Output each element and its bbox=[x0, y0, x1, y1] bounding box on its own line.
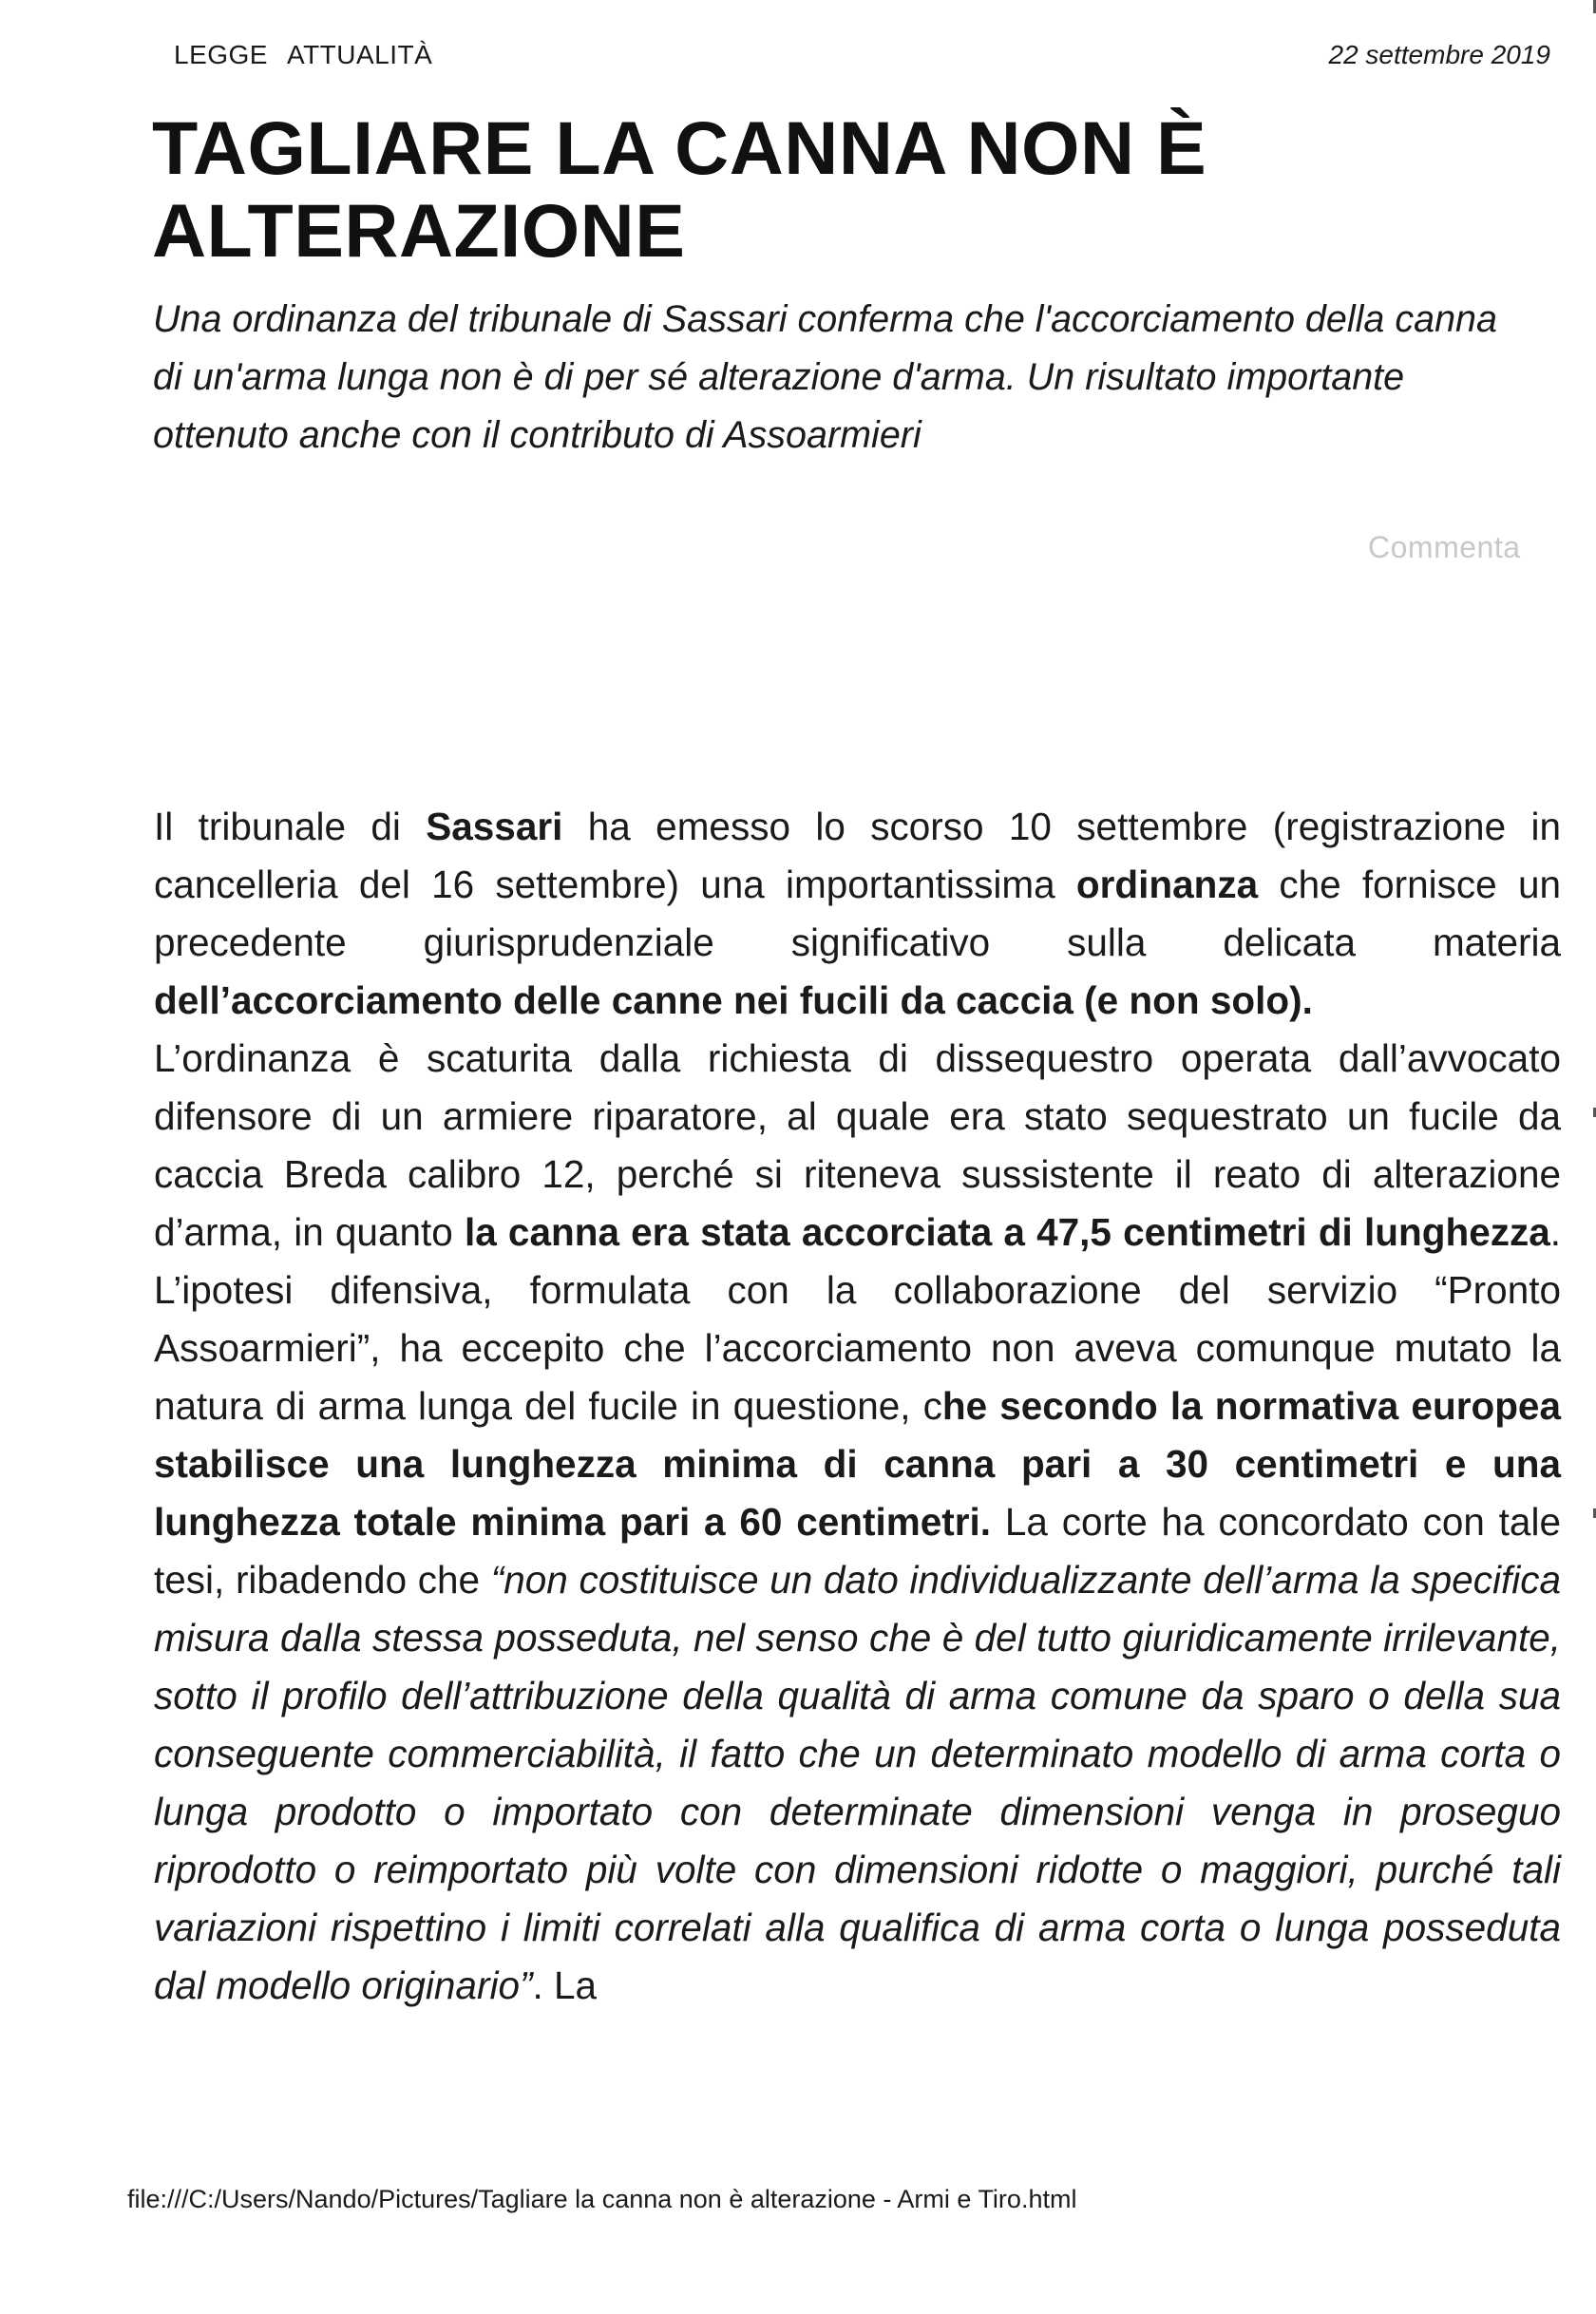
article-subtitle: Una ordinanza del tribunale di Sassari conferma che l'accorciamento della canna di un'arma lunga non è di per sé alterazione d'arma. Un risultato importante ottenuto anche con il contributo di Assoarmieri bbox=[153, 298, 1497, 456]
body-text: La corte ha concordato con tale tesi, ribadendo che bbox=[154, 1500, 1561, 1602]
article-meta-bar bbox=[174, 36, 1556, 74]
category-legge[interactable]: LEGGE bbox=[174, 40, 268, 69]
body-text: . La bbox=[532, 1963, 598, 2007]
bold-text: he secondo la normativa europea stabilisce una lunghezza minima di canna pari a 30 centimetri e una lunghezza totale minima pari a 60 centimetri. bbox=[154, 1384, 1561, 1544]
body-paragraph bbox=[154, 798, 1561, 1030]
article-body bbox=[154, 798, 1561, 2015]
body-text: che fornisce un precedente giurisprudenziale significativo sulla delicata materia bbox=[154, 863, 1561, 964]
body-text: L’ordinanza è scaturita dalla richiesta di dissequestro operata dall’avvocato difensore di un armiere riparatore, al quale era stato sequestrato un fucile da caccia Breda calibro 12, perché si riteneva sussistente il reato di alterazione d’arma, in quanto bbox=[154, 1036, 1561, 1254]
body-text: ha emesso lo scorso 10 settembre (registrazione in cancelleria del 16 settembre) una importantissima bbox=[154, 805, 1561, 906]
category-attualita[interactable]: ATTUALITÀ bbox=[286, 40, 433, 69]
bold-text: Sassari bbox=[426, 805, 563, 848]
article-title: TAGLIARE LA CANNA NON È ALTERAZIONE bbox=[152, 105, 1207, 273]
bold-text: dell’accorciamento delle canne nei fucili da caccia (e non solo). bbox=[154, 978, 1313, 1022]
body-paragraph bbox=[154, 1030, 1561, 2015]
bold-text: ordinanza bbox=[1075, 863, 1259, 906]
category-list bbox=[174, 40, 432, 70]
print-footer-file-path: file:///C:/Users/Nando/Pictures/Tagliare la canna non è alterazione - Armi e Tiro.html bbox=[127, 2185, 1077, 2213]
bold-text: la canna era stata accorciata a 47,5 centimetri di lunghezza bbox=[464, 1210, 1550, 1254]
quoted-italic-text: “non costituisce un dato individualizzante dell’arma la specifica misura dalla stessa posseduta, nel senso che è del tutto giuridicamente irrilevante, sotto il profilo dell’attribuzione della qualità di arma comune da sparo o della sua conseguente commerciabilità, il fatto che un determinato modello di arma corta o lunga prodotto o importato con determinate dimensioni venga in proseguo riprodotto o reimportato più volte con dimensioni ridotte o maggiori, purché tali variazioni rispettino i limiti correlati alla qualifica di arma corta o lunga posseduta dal modello originario” bbox=[154, 1558, 1561, 2007]
publish-date: 22 settembre 2019 bbox=[1328, 40, 1550, 69]
body-text: . L’ipotesi difensiva, formulata con la collaborazione del servizio “Pronto Assoarmieri”, ha eccepito che l’accorciamento non aveva comunque mutato la natura di arma lunga del fucile in questione, c bbox=[154, 1210, 1562, 1428]
body-text: Il tribunale di bbox=[154, 805, 427, 848]
comment-link[interactable]: Commenta bbox=[1368, 530, 1521, 564]
